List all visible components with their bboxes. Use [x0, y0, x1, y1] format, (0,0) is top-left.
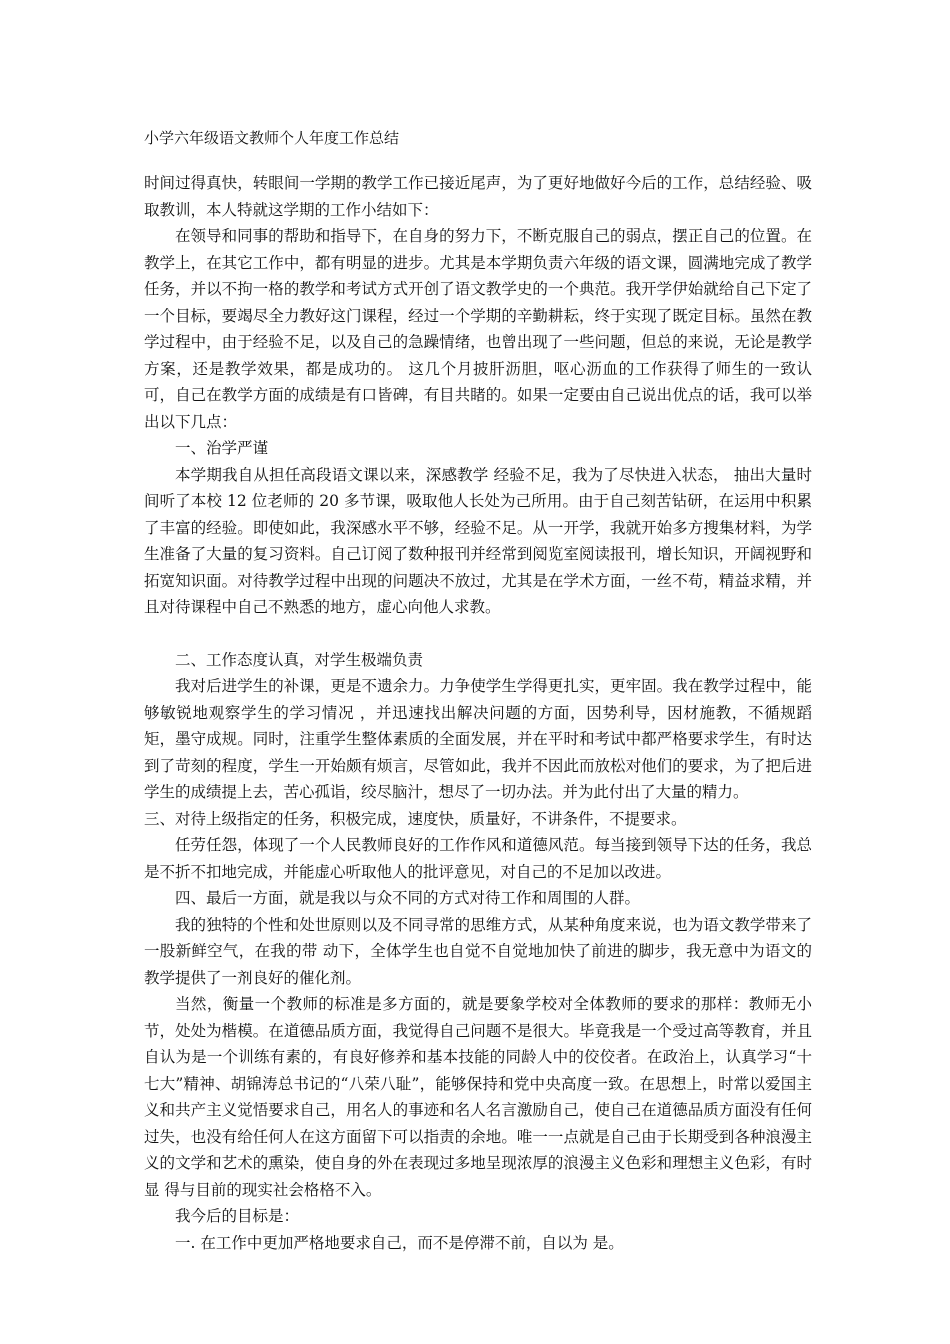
- section-heading-4: 四、最后一方面，就是我以与众不同的方式对待工作和周围的人群。: [175, 889, 641, 907]
- section-3-paragraph: 任劳任怨，体现了一个人民教师良好的工作作风和道德风范。每当接到领导下达的任务，我总是不折不扣地完成，并能虚心听取他人的批评意见，对自己的不足加以改进。: [144, 836, 812, 881]
- document-body: [144, 170, 812, 1256]
- section-heading-1: 一、治学严谨: [175, 439, 269, 457]
- section-1-paragraph: 本学期我自从担任高段语文课以来，深感教学 经验不足，我为了尽快进入状态， 抽出大量时间听了本校 12 位老师的 20 多节课，吸取他人长处为己所用。由于自己刻苦钻研，在运用中积累了丰富的经验。即使如此，我深感水平不够，经验不足。从一开学，我就开始多方搜集材料，为学生准备了大量的复习资料。自己订阅了数种报刊并经常到阅览室阅读报刊，增长知识，开阔视野和拓宽知识面。对待教学过程中出现的问题决不放过，尤其是在学术方面，一丝不苟，精益求精，并且对待课程中自己不熟悉的地方，虚心向他人求教。: [144, 465, 812, 616]
- blank-line: [144, 621, 812, 647]
- intro-paragraph: 时间过得真快，转眼间一学期的教学工作已接近尾声，为了更好地做好今后的工作，总结经验、吸取教训，本人特就这学期的工作小结如下：: [144, 174, 812, 219]
- section-heading-3: 三、对待上级指定的任务，积极完成，速度快，质量好，不讲条件，不提要求。: [144, 809, 687, 828]
- goal-item-1: 一. 在工作中更加严格地要求自己，而不是停滞不前，自以为 是。: [175, 1233, 624, 1252]
- section-heading-2: 二、工作态度认真，对学生极端负责: [175, 650, 424, 669]
- goals-heading: 我今后的目标是：: [175, 1207, 300, 1225]
- summary-paragraph: 在领导和同事的帮助和指导下，在自身的努力下，不断克服自己的弱点，摆正自己的位置。在教学上，在其它工作中，都有明显的进步。尤其是本学期负责六年级的语文课，圆满地完成了教学任务，并以不拘一格的教学和考试方式开创了语文教学史的一个典范。我开学伊始就给自己下定了一个目标，要竭尽全力教好这门课程，经过一个学期的辛勤耕耘，终于实现了既定目标。虽然在教学过程中，由于经验不足，以及自己的急躁情绪，也曾出现了一些问题，但总的来说，无论是教学方案，还是教学效果，都是成功的。 这几个月披肝沥胆，呕心沥血的工作获得了师生的一致认可，自己在教学方面的成绩是有口皆碑，有目共睹的。如果一定要由自己说出优点的话，我可以举出以下几点：: [144, 227, 812, 431]
- standards-paragraph: 当然，衡量一个教师的标准是多方面的，就是要象学校对全体教师的要求的那样：教师无小节，处处为楷模。在道德品质方面，我觉得自己问题不是很大。毕竟我是一个受过高等教育，并且自认为是一个训练有素的，有良好修养和基本技能的同龄人中的佼佼者。在政治上，认真学习“十七大”精神、胡锦涛总书记的“八荣八耻”，能够保持和党中央高度一致。在思想上，时常以爱国主义和共产主义觉悟要求自己，用名人的事迹和名人名言激励自己，使自己在道德品质方面没有任何过失，也没有给任何人在这方面留下可以指责的余地。唯一一点就是自己由于长期受到各种浪漫主义的文学和艺术的熏染，使自身的外在表现过多地呈现浓厚的浪漫主义色彩和理想主义色彩，有时显 得与目前的现实社会格格不入。: [144, 995, 812, 1199]
- section-4-paragraph: 我的独特的个性和处世原则以及不同寻常的思维方式，从某种角度来说，也为语文教学带来了一股新鲜空气，在我的带 动下，全体学生也自觉不自觉地加快了前进的脚步，我无意中为语文的教学提供了一剂良好的催化剂。: [144, 915, 812, 987]
- document-title: 小学六年级语文教师个人年度工作总结: [144, 129, 400, 147]
- section-2-paragraph: 我对后进学生的补课，更是不遗余力。力争使学生学得更扎实，更牢固。我在教学过程中，能够敏锐地观察学生的学习情况 ，并迅速找出解决问题的方面，因势利导，因材施教，不循规蹈矩，墨守成规。同时，注重学生整体素质的全面发展，并在平时和考试中都严格要求学生，有时达到了苛刻的程度，学生一开始颇有烦言，尽管如此，我并不因此而放松对他们的要求，为了把后进学生的成绩提上去，苦心孤诣，绞尽脑汁，想尽了一切办法。并为此付出了大量的精力。: [144, 677, 812, 801]
